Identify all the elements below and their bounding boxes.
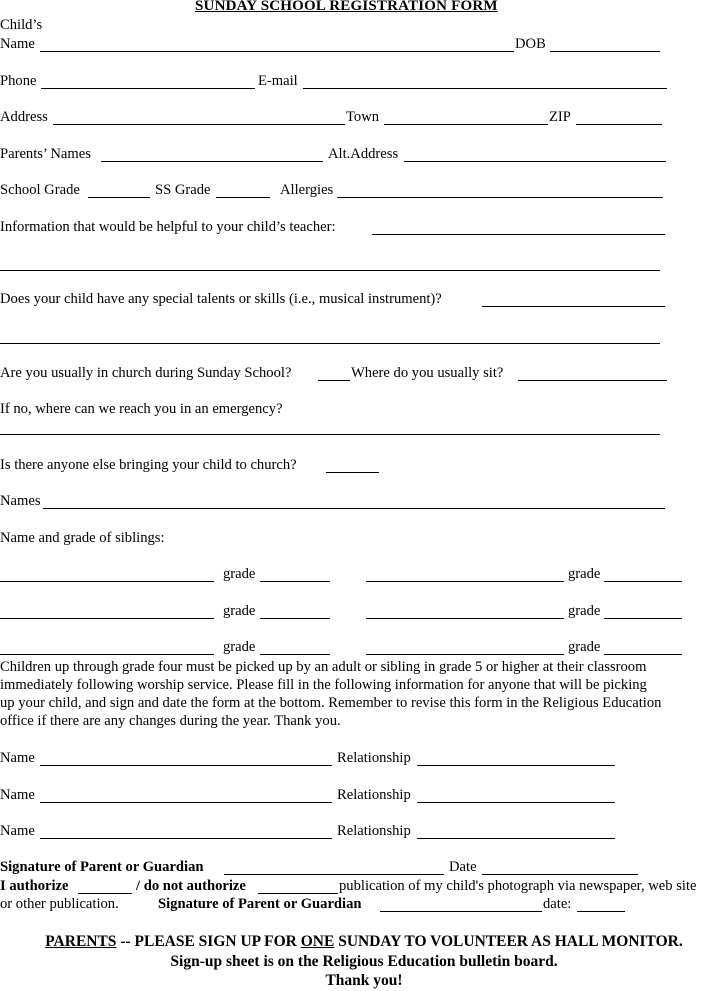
emergency-label: If no, where can we reach you in an emergency? xyxy=(0,401,283,417)
date2-field[interactable] xyxy=(577,911,625,912)
child-name-field[interactable] xyxy=(40,51,514,52)
sibling-name-field[interactable] xyxy=(366,654,564,655)
paragraph-line: up your child, and sign and date the form at the bottom. Remember to revise this form in the Religious Education xyxy=(0,695,662,711)
sibling-grade-field[interactable] xyxy=(604,654,682,655)
where-sit-field[interactable] xyxy=(518,380,667,381)
paragraph-line: immediately following worship service. Please fill in the following information for anyone that will be picking xyxy=(0,677,647,693)
school-grade-field[interactable] xyxy=(88,197,150,198)
alt-address-field[interactable] xyxy=(404,161,666,162)
talents-field-2[interactable] xyxy=(0,343,660,344)
sibling-grade-label: grade xyxy=(223,566,256,582)
footer-one: ONE xyxy=(300,933,335,950)
ss-grade-field[interactable] xyxy=(216,197,270,198)
signature-date-field[interactable] xyxy=(482,874,638,875)
allergies-field[interactable] xyxy=(337,197,663,198)
sibling-name-field[interactable] xyxy=(366,581,564,582)
footer-thank-you: Thank you! xyxy=(325,972,403,989)
signature-field[interactable] xyxy=(224,874,444,875)
footer-volunteer-line xyxy=(0,932,728,951)
pickup-relationship-field[interactable] xyxy=(417,765,615,766)
zip-field[interactable] xyxy=(576,124,662,125)
parents-names-label: Parents’ Names xyxy=(0,146,91,162)
ss-grade-label: SS Grade xyxy=(155,182,211,198)
sibling-grade-field[interactable] xyxy=(604,618,682,619)
address-field[interactable] xyxy=(53,124,345,125)
dob-field[interactable] xyxy=(550,51,660,52)
signature2-field[interactable] xyxy=(380,911,542,912)
siblings-label: Name and grade of siblings: xyxy=(0,530,165,546)
sibling-grade-field[interactable] xyxy=(260,654,330,655)
date2-label: date: xyxy=(543,896,572,912)
paragraph-line: office if there are any changes during the year. Thank you. xyxy=(0,713,341,729)
where-sit-label: Where do you usually sit? xyxy=(351,365,504,381)
footer-signup-line: Sign-up sheet is on the Religious Education bulletin board. xyxy=(170,953,558,970)
pickup-name-label: Name xyxy=(0,823,35,839)
allergies-label: Allergies xyxy=(280,182,334,198)
child-label-line1: Child’s xyxy=(0,17,43,33)
address-label: Address xyxy=(0,109,48,125)
child-name-label: Name xyxy=(0,36,35,52)
zip-label: ZIP xyxy=(549,109,571,125)
pickup-name-label: Name xyxy=(0,750,35,766)
pickup-relationship-label: Relationship xyxy=(337,750,411,766)
pickup-name-field[interactable] xyxy=(40,765,332,766)
pickup-relationship-label: Relationship xyxy=(337,787,411,803)
emergency-field[interactable] xyxy=(0,434,660,435)
teacher-info-field-2[interactable] xyxy=(0,270,660,271)
do-not-authorize-label: / do not authorize xyxy=(136,878,246,894)
talents-label: Does your child have any special talents or skills (i.e., musical instrument)? xyxy=(0,291,442,307)
anyone-else-label: Is there anyone else bringing your child to church? xyxy=(0,457,297,473)
email-label: E-mail xyxy=(258,73,298,89)
sibling-grade-label: grade xyxy=(568,603,601,619)
phone-label: Phone xyxy=(0,73,37,89)
email-field[interactable] xyxy=(303,88,667,89)
sibling-name-field[interactable] xyxy=(366,618,564,619)
in-church-label: Are you usually in church during Sunday School? xyxy=(0,365,292,381)
pickup-name-field[interactable] xyxy=(40,838,332,839)
footer-parents: PARENTS xyxy=(45,933,117,950)
sibling-name-field[interactable] xyxy=(0,654,214,655)
in-church-field[interactable] xyxy=(318,380,350,381)
footer-line1-a: -- PLEASE SIGN UP FOR xyxy=(116,933,301,950)
town-field[interactable] xyxy=(384,124,548,125)
sibling-grade-field[interactable] xyxy=(260,581,330,582)
footer-line1-b: SUNDAY TO VOLUNTEER AS HALL MONITOR. xyxy=(334,933,683,950)
pickup-instructions xyxy=(0,658,728,730)
publication-text: publication of my child's photograph via newspaper, web site xyxy=(339,878,697,894)
school-grade-label: School Grade xyxy=(0,182,80,198)
authorize-label: I authorize xyxy=(0,878,69,894)
pickup-relationship-field[interactable] xyxy=(417,802,615,803)
authorize-field[interactable] xyxy=(78,893,132,894)
parents-names-field[interactable] xyxy=(101,161,323,162)
signature2-label: Signature of Parent or Guardian xyxy=(158,896,362,912)
anyone-else-field[interactable] xyxy=(326,472,379,473)
sibling-grade-field[interactable] xyxy=(260,618,330,619)
teacher-info-label: Information that would be helpful to your child’s teacher: xyxy=(0,219,336,235)
paragraph-line: Children up through grade four must be picked up by an adult or sibling in grade 5 or higher at their classroom xyxy=(0,659,647,675)
page-title: SUNDAY SCHOOL REGISTRATION FORM xyxy=(195,0,498,14)
dob-label: DOB xyxy=(515,36,546,52)
sibling-grade-label: grade xyxy=(223,639,256,655)
pickup-name-field[interactable] xyxy=(40,802,332,803)
names-label: Names xyxy=(0,493,41,509)
town-label: Town xyxy=(346,109,380,125)
talents-field[interactable] xyxy=(482,306,665,307)
do-not-authorize-field[interactable] xyxy=(258,893,338,894)
signature-label: Signature of Parent or Guardian xyxy=(0,859,204,875)
pickup-name-label: Name xyxy=(0,787,35,803)
sibling-name-field[interactable] xyxy=(0,581,214,582)
sibling-grade-label: grade xyxy=(568,639,601,655)
other-publication-text: or other publication. xyxy=(0,896,119,912)
sibling-name-field[interactable] xyxy=(0,618,214,619)
phone-field[interactable] xyxy=(41,88,255,89)
teacher-info-field[interactable] xyxy=(372,234,665,235)
sibling-grade-label: grade xyxy=(568,566,601,582)
names-field[interactable] xyxy=(43,508,665,509)
signature-date-label: Date xyxy=(449,859,477,875)
sibling-grade-field[interactable] xyxy=(604,581,682,582)
pickup-relationship-label: Relationship xyxy=(337,823,411,839)
alt-address-label: Alt.Address xyxy=(328,146,399,162)
pickup-relationship-field[interactable] xyxy=(417,838,615,839)
sibling-grade-label: grade xyxy=(223,603,256,619)
